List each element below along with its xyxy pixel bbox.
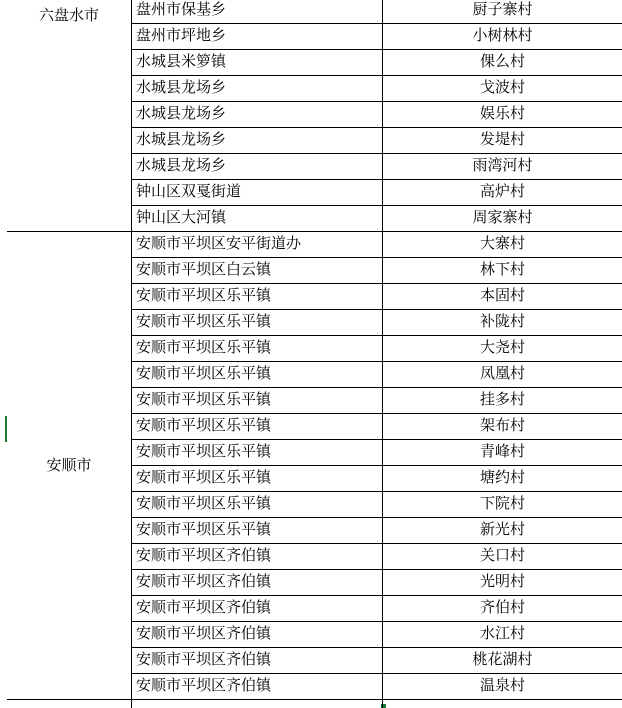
village-cell[interactable]: 周家寨村 bbox=[472, 208, 533, 226]
village-cell[interactable]: 塘约村 bbox=[479, 468, 525, 486]
town-cell[interactable]: 安顺市平坝区乐平镇 bbox=[136, 390, 272, 408]
town-cell[interactable]: 安顺市平坝区安平街道办 bbox=[136, 234, 302, 252]
town-cell[interactable]: 安顺市平坝区乐平镇 bbox=[136, 416, 272, 434]
town-cell[interactable]: 盘州市坪地乡 bbox=[136, 26, 227, 44]
town-cell[interactable]: 水城县龙场乡 bbox=[136, 104, 227, 122]
village-cell[interactable]: 凤凰村 bbox=[479, 364, 525, 382]
village-cell[interactable]: 桃花湖村 bbox=[472, 650, 533, 668]
town-cell[interactable]: 安顺市平坝区齐伯镇 bbox=[136, 676, 272, 694]
town-cell[interactable]: 钟山区双戛街道 bbox=[136, 182, 242, 200]
town-cell[interactable]: 水城县龙场乡 bbox=[136, 156, 227, 174]
village-cell[interactable]: 大尧村 bbox=[479, 338, 525, 356]
town-cell[interactable]: 安顺市平坝区齐伯镇 bbox=[136, 572, 272, 590]
village-cell[interactable]: 高炉村 bbox=[479, 182, 525, 200]
town-cell[interactable]: 安顺市平坝区乐平镇 bbox=[136, 494, 272, 512]
group-border bbox=[7, 699, 131, 700]
left-gutter bbox=[0, 0, 7, 708]
village-cell[interactable]: 齐伯村 bbox=[479, 598, 525, 616]
town-cell[interactable]: 安顺市平坝区乐平镇 bbox=[136, 442, 272, 460]
column-border bbox=[382, 0, 383, 708]
village-cell[interactable]: 厨子寨村 bbox=[472, 0, 533, 18]
row-border bbox=[131, 699, 622, 700]
village-cell[interactable]: 林下村 bbox=[479, 260, 525, 278]
village-cell[interactable]: 戈波村 bbox=[479, 78, 525, 96]
village-cell[interactable]: 新光村 bbox=[479, 520, 525, 538]
town-cell[interactable]: 安顺市平坝区乐平镇 bbox=[136, 338, 272, 356]
village-cell[interactable]: 温泉村 bbox=[479, 676, 525, 694]
village-cell[interactable]: 补陇村 bbox=[479, 312, 525, 330]
town-cell[interactable]: 钟山区大河镇 bbox=[136, 208, 227, 226]
village-cell[interactable]: 雨湾河村 bbox=[472, 156, 533, 174]
village-cell[interactable]: 发堤村 bbox=[479, 130, 525, 148]
town-cell[interactable]: 水城县龙场乡 bbox=[136, 78, 227, 96]
town-cell[interactable]: 水城县龙场乡 bbox=[136, 130, 227, 148]
village-cell[interactable]: 关口村 bbox=[479, 546, 525, 564]
village-cell[interactable]: 架布村 bbox=[479, 416, 525, 434]
village-cell[interactable]: 本固村 bbox=[479, 286, 525, 304]
town-cell[interactable]: 安顺市平坝区乐平镇 bbox=[136, 364, 272, 382]
village-cell[interactable]: 娱乐村 bbox=[479, 104, 525, 122]
town-cell[interactable]: 安顺市平坝区齐伯镇 bbox=[136, 650, 272, 668]
town-cell[interactable]: 安顺市平坝区齐伯镇 bbox=[136, 598, 272, 616]
column-border bbox=[131, 0, 132, 708]
village-cell[interactable]: 倮么村 bbox=[479, 52, 525, 70]
town-cell[interactable]: 安顺市平坝区乐平镇 bbox=[136, 520, 272, 538]
village-cell[interactable]: 大寨村 bbox=[479, 234, 525, 252]
town-cell[interactable]: 安顺市平坝区齐伯镇 bbox=[136, 546, 272, 564]
town-cell[interactable]: 安顺市平坝区乐平镇 bbox=[136, 468, 272, 486]
town-cell[interactable]: 安顺市平坝区白云镇 bbox=[136, 260, 272, 278]
village-cell[interactable]: 水江村 bbox=[479, 624, 525, 642]
village-cell[interactable]: 小树林村 bbox=[472, 26, 533, 44]
town-cell[interactable]: 水城县米箩镇 bbox=[136, 52, 227, 70]
town-cell[interactable]: 安顺市平坝区乐平镇 bbox=[136, 312, 272, 330]
city-cell[interactable]: 六盘水市 bbox=[38, 6, 99, 24]
village-cell[interactable]: 下院村 bbox=[479, 494, 525, 512]
city-cell[interactable]: 安顺市 bbox=[46, 456, 92, 474]
village-cell[interactable]: 青峰村 bbox=[479, 442, 525, 460]
village-cell[interactable]: 挂多村 bbox=[479, 390, 525, 408]
village-cell[interactable]: 光明村 bbox=[479, 572, 525, 590]
town-cell[interactable]: 安顺市平坝区齐伯镇 bbox=[136, 624, 272, 642]
town-cell[interactable]: 安顺市平坝区乐平镇 bbox=[136, 286, 272, 304]
town-cell[interactable]: 盘州市保基乡 bbox=[136, 0, 227, 18]
